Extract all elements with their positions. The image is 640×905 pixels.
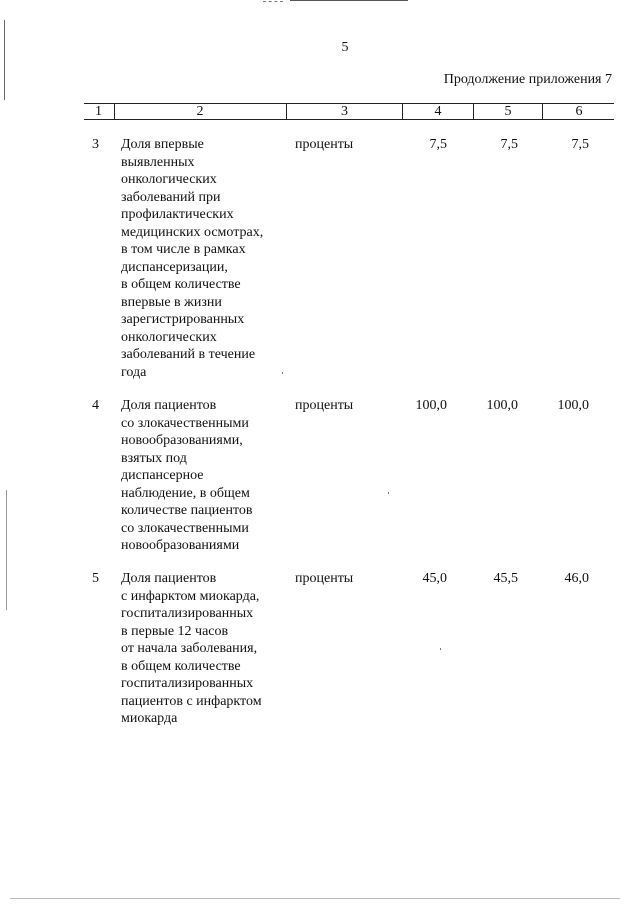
unit: проценты	[295, 571, 354, 586]
scan-speck	[388, 492, 389, 494]
row-number: 5	[92, 571, 99, 586]
page-number: 5	[341, 40, 349, 55]
value-col-6: 46,0	[564, 571, 589, 586]
row-number: 4	[92, 398, 99, 413]
value-col-6: 7,5	[571, 137, 589, 152]
scan-edge-top	[290, 0, 408, 1]
header-col-6: 6	[542, 104, 615, 119]
header-col-2: 2	[114, 104, 285, 119]
scan-edge-bottom	[10, 898, 620, 899]
value-col-4: 100,0	[415, 398, 447, 413]
scan-edge-top-dashed	[263, 1, 283, 3]
unit: проценты	[295, 398, 354, 413]
unit: проценты	[295, 137, 354, 152]
scan-speck	[440, 648, 441, 650]
value-col-5: 7,5	[500, 137, 518, 152]
row-number: 3	[92, 137, 99, 152]
header-col-5: 5	[473, 104, 542, 119]
header-col-1: 1	[95, 104, 102, 119]
header-col-3: 3	[286, 104, 402, 119]
value-col-5: 100,0	[486, 398, 518, 413]
continuation-title: Продолжение приложения 7	[443, 72, 612, 87]
indicator-name: Доля пациентов с инфарктом миокарда, госпитализированных в первые 12 часов от начала заболевания, в общем количестве госпитализированных пациентов с инфарктом миокарда	[121, 571, 262, 726]
value-col-6: 100,0	[557, 398, 589, 413]
table-header	[84, 103, 614, 120]
value-col-4: 45,0	[422, 571, 447, 586]
value-col-4: 7,5	[429, 137, 447, 152]
indicator-name: Доля пациентов со злокачественными новообразованиями, взятых под диспансерное наблюдение, в общем количестве пациентов со злокачественными новообразованиями	[121, 398, 253, 553]
indicator-name: Доля впервые выявленных онкологических заболеваний при профилактических медицинских осмотрах, в том числе в рамках диспансеризации, в общем количестве впервые в жизни зарегистрированных онкологических заболеваний в течение года	[121, 137, 264, 380]
value-col-5: 45,5	[493, 571, 518, 586]
scan-edge-left	[4, 20, 5, 100]
scan-edge-left-lower	[6, 490, 7, 610]
header-col-4: 4	[402, 104, 473, 119]
